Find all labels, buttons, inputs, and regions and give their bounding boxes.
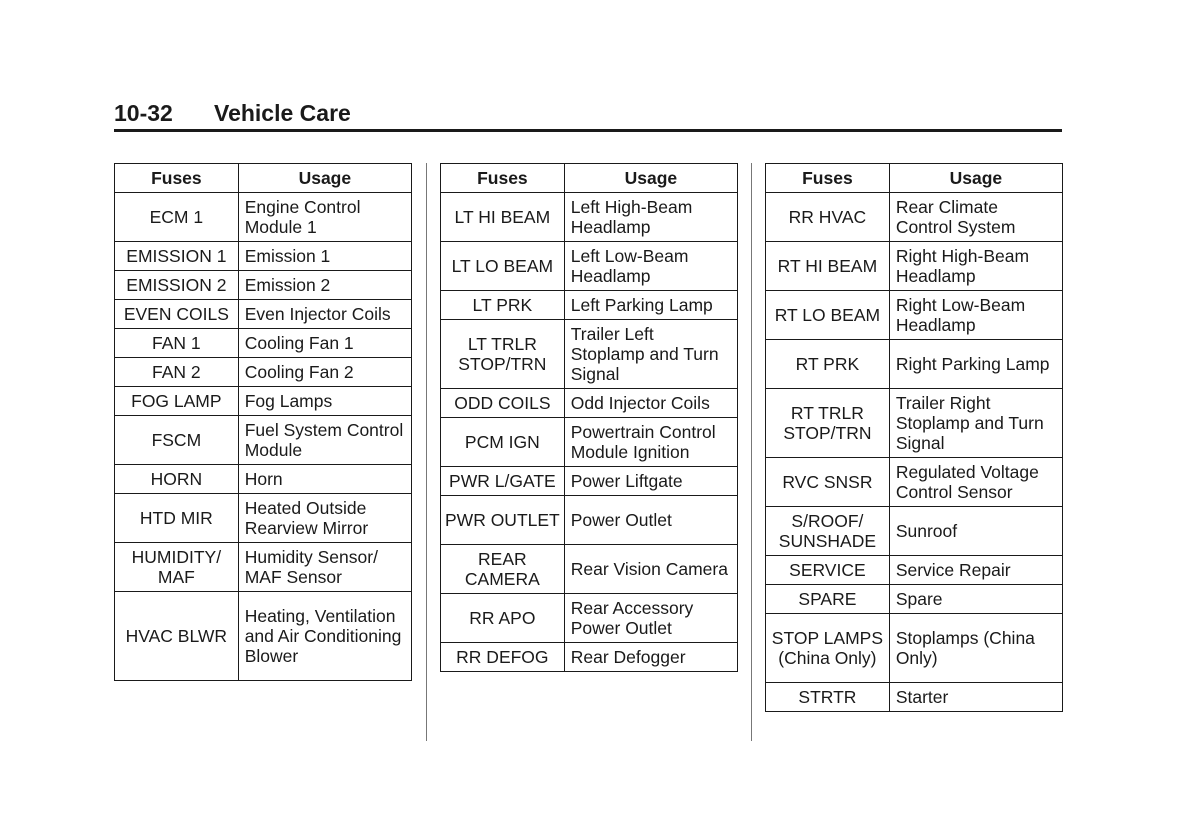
- usage-cell: Fuel System Control Module: [238, 416, 411, 465]
- fuse-cell: RVC SNSR: [766, 458, 890, 507]
- usage-cell: Trailer Right Stoplamp and Turn Signal: [889, 389, 1062, 458]
- usage-cell: Power Liftgate: [564, 467, 737, 496]
- usage-cell: Right High-Beam Headlamp: [889, 242, 1062, 291]
- usage-cell: Engine Control Module 1: [238, 193, 411, 242]
- table-row: [115, 416, 412, 465]
- usage-cell: Left Parking Lamp: [564, 291, 737, 320]
- column-divider: [426, 163, 427, 741]
- table-row: [441, 291, 738, 320]
- table-row: [766, 291, 1063, 340]
- usage-cell: Right Parking Lamp: [889, 340, 1062, 389]
- table-row: [441, 320, 738, 389]
- usage-cell: Rear Vision Camera: [564, 545, 737, 594]
- fuse-cell: S/ROOF/ SUNSHADE: [766, 507, 890, 556]
- fuse-cell: HORN: [115, 465, 239, 494]
- usage-header: Usage: [889, 164, 1062, 193]
- usage-cell: Horn: [238, 465, 411, 494]
- table-row: [766, 340, 1063, 389]
- fuse-cell: RT HI BEAM: [766, 242, 890, 291]
- usage-cell: Emission 1: [238, 242, 411, 271]
- usage-cell: Rear Accessory Power Outlet: [564, 594, 737, 643]
- table-row: [115, 358, 412, 387]
- table-row: [115, 387, 412, 416]
- table-row: [766, 585, 1063, 614]
- fuse-cell: RR DEFOG: [441, 643, 565, 672]
- usage-header: Usage: [238, 164, 411, 193]
- table-row: [115, 592, 412, 681]
- fuse-cell: FAN 2: [115, 358, 239, 387]
- table-row: [115, 242, 412, 271]
- usage-cell: Power Outlet: [564, 496, 737, 545]
- table-row: [766, 193, 1063, 242]
- fuse-cell: FAN 1: [115, 329, 239, 358]
- table-row: [766, 683, 1063, 712]
- fuse-table-1: [114, 163, 412, 681]
- table-row: [441, 643, 738, 672]
- usage-cell: Cooling Fan 2: [238, 358, 411, 387]
- usage-cell: Heated Outside Rearview Mirror: [238, 494, 411, 543]
- fuses-header: Fuses: [766, 164, 890, 193]
- usage-cell: Regulated Voltage Control Sensor: [889, 458, 1062, 507]
- table-row: [441, 193, 738, 242]
- fuses-header: Fuses: [441, 164, 565, 193]
- usage-cell: Fog Lamps: [238, 387, 411, 416]
- usage-cell: Emission 2: [238, 271, 411, 300]
- table-row: [441, 418, 738, 467]
- usage-cell: Right Low-Beam Headlamp: [889, 291, 1062, 340]
- fuse-cell: HUMIDITY/ MAF: [115, 543, 239, 592]
- usage-cell: Service Repair: [889, 556, 1062, 585]
- fuse-cell: LT PRK: [441, 291, 565, 320]
- usage-cell: Odd Injector Coils: [564, 389, 737, 418]
- fuse-cell: PWR OUTLET: [441, 496, 565, 545]
- table-header-row: [766, 164, 1063, 193]
- table-row: [766, 389, 1063, 458]
- fuse-cell: EVEN COILS: [115, 300, 239, 329]
- fuse-cell: PWR L/GATE: [441, 467, 565, 496]
- fuse-cell: SERVICE: [766, 556, 890, 585]
- table-row: [766, 242, 1063, 291]
- fuses-header: Fuses: [115, 164, 239, 193]
- column-divider: [751, 163, 752, 741]
- table-header-row: [115, 164, 412, 193]
- header-rule: [114, 129, 1062, 132]
- table-row: [441, 545, 738, 594]
- fuse-cell: RT LO BEAM: [766, 291, 890, 340]
- table-row: [766, 507, 1063, 556]
- fuse-cell: RR APO: [441, 594, 565, 643]
- usage-cell: Left Low-Beam Headlamp: [564, 242, 737, 291]
- table-row: [441, 467, 738, 496]
- fuse-cell: EMISSION 2: [115, 271, 239, 300]
- page-number: 10-32: [114, 100, 173, 126]
- usage-cell: Sunroof: [889, 507, 1062, 556]
- usage-cell: Heating, Ventilation and Air Conditioning Blower: [238, 592, 411, 681]
- fuse-cell: EMISSION 1: [115, 242, 239, 271]
- fuse-table-3: [765, 163, 1063, 712]
- fuse-cell: REAR CAMERA: [441, 545, 565, 594]
- fuse-cell: STOP LAMPS (China Only): [766, 614, 890, 683]
- table-row: [441, 594, 738, 643]
- usage-cell: Spare: [889, 585, 1062, 614]
- usage-cell: Rear Defogger: [564, 643, 737, 672]
- table-row: [115, 465, 412, 494]
- fuse-cell: SPARE: [766, 585, 890, 614]
- fuse-cell: HVAC BLWR: [115, 592, 239, 681]
- usage-cell: Starter: [889, 683, 1062, 712]
- table-row: [766, 458, 1063, 507]
- table-row: [766, 556, 1063, 585]
- fuse-cell: STRTR: [766, 683, 890, 712]
- fuse-table-2: [440, 163, 738, 672]
- table-row: [115, 193, 412, 242]
- fuse-cell: RR HVAC: [766, 193, 890, 242]
- table-row: [441, 389, 738, 418]
- table-row: [115, 543, 412, 592]
- usage-cell: Humidity Sensor/ MAF Sensor: [238, 543, 411, 592]
- fuse-cell: LT LO BEAM: [441, 242, 565, 291]
- fuse-cell: FOG LAMP: [115, 387, 239, 416]
- fuse-cell: RT TRLR STOP/TRN: [766, 389, 890, 458]
- table-row: [441, 496, 738, 545]
- table-row: [115, 300, 412, 329]
- fuse-cell: PCM IGN: [441, 418, 565, 467]
- table-row: [115, 329, 412, 358]
- table-row: [115, 271, 412, 300]
- fuse-cell: ECM 1: [115, 193, 239, 242]
- usage-cell: Trailer Left Stoplamp and Turn Signal: [564, 320, 737, 389]
- usage-cell: Even Injector Coils: [238, 300, 411, 329]
- usage-cell: Stoplamps (China Only): [889, 614, 1062, 683]
- usage-cell: Left High-Beam Headlamp: [564, 193, 737, 242]
- usage-cell: Rear Climate Control System: [889, 193, 1062, 242]
- fuse-cell: HTD MIR: [115, 494, 239, 543]
- fuse-cell: LT HI BEAM: [441, 193, 565, 242]
- table-row: [441, 242, 738, 291]
- fuse-cell: ODD COILS: [441, 389, 565, 418]
- usage-cell: Powertrain Control Module Ignition: [564, 418, 737, 467]
- fuse-cell: LT TRLR STOP/TRN: [441, 320, 565, 389]
- fuse-cell: RT PRK: [766, 340, 890, 389]
- fuse-cell: FSCM: [115, 416, 239, 465]
- page-header: [114, 100, 1062, 128]
- usage-cell: Cooling Fan 1: [238, 329, 411, 358]
- usage-header: Usage: [564, 164, 737, 193]
- table-header-row: [441, 164, 738, 193]
- section-title: Vehicle Care: [214, 100, 351, 126]
- table-row: [766, 614, 1063, 683]
- table-row: [115, 494, 412, 543]
